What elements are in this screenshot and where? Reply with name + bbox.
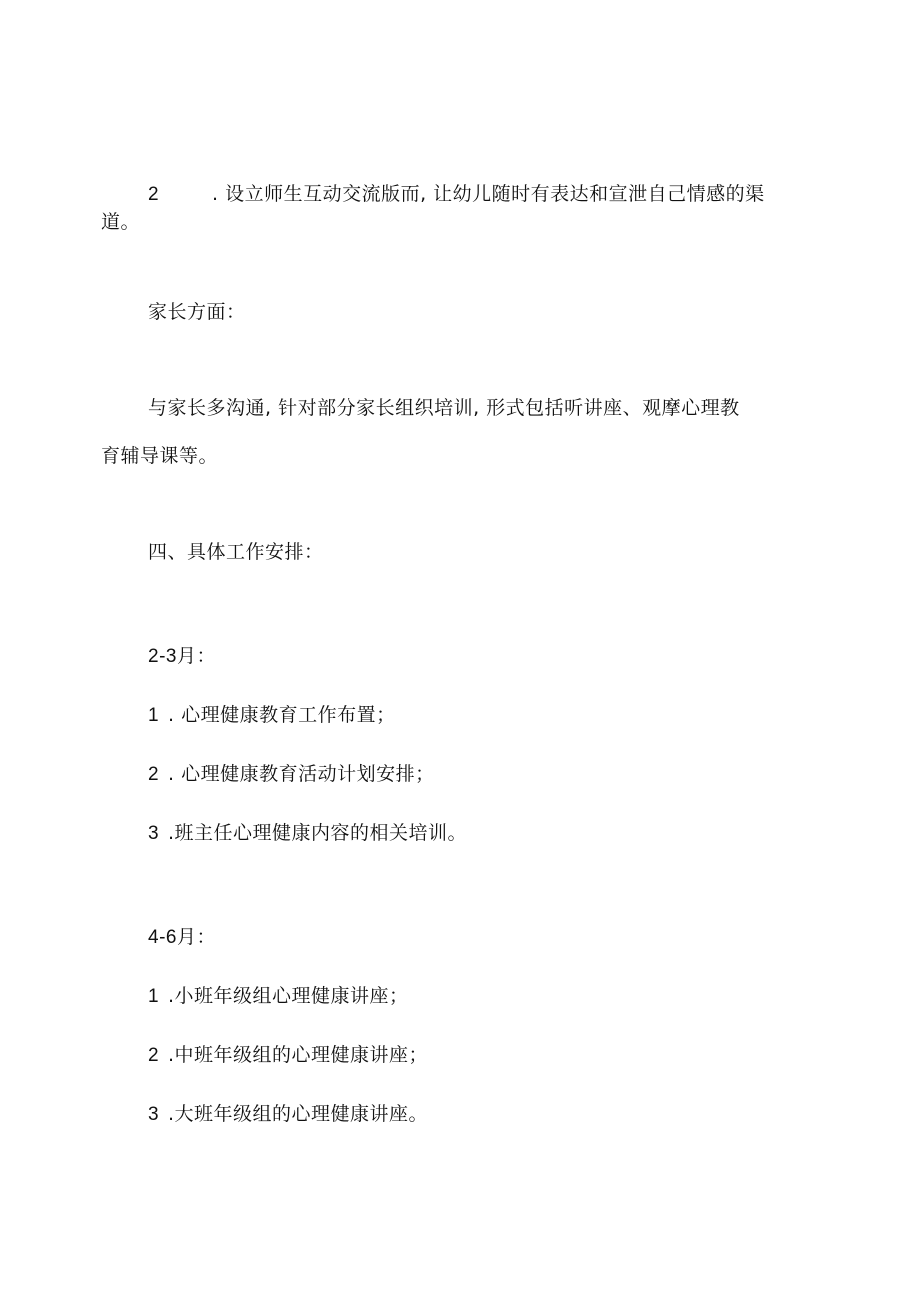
item-number: 2 xyxy=(148,184,160,205)
item-text: . 心理健康教育活动计划安排； xyxy=(168,763,435,785)
list-item xyxy=(148,703,396,728)
item-number: 3 xyxy=(148,823,160,844)
section-heading: 四、具体工作安排： xyxy=(148,541,324,563)
list-item xyxy=(148,821,467,846)
period-suffix: 月： xyxy=(176,926,216,948)
period-range: 2-3 xyxy=(148,646,177,667)
list-item xyxy=(148,1043,428,1068)
list-item xyxy=(148,984,409,1009)
period-suffix: 月： xyxy=(176,645,216,667)
paragraph-text: 道。 xyxy=(101,211,141,233)
item-text: .中班年级组的心理健康讲座； xyxy=(168,1044,429,1066)
list-item xyxy=(148,762,435,787)
list-item xyxy=(148,1102,428,1127)
period-label xyxy=(148,925,216,950)
period-range: 4-6 xyxy=(148,927,177,948)
item-text: . 心理健康教育工作布置； xyxy=(168,704,396,726)
section-heading: 家长方面： xyxy=(148,301,246,323)
item-text: .小班年级组心理健康讲座； xyxy=(168,985,409,1007)
paragraph-line xyxy=(148,182,765,207)
item-text: .班主任心理健康内容的相关培训。 xyxy=(168,822,468,844)
item-number: 3 xyxy=(148,1104,160,1125)
item-number: 2 xyxy=(148,764,160,785)
paragraph-text: 与家长多沟通, 针对部分家长组织培训, 形式包括听讲座、观摩心理教 xyxy=(148,397,740,419)
paragraph-line xyxy=(101,210,140,234)
item-number: 2 xyxy=(148,1045,160,1066)
paragraph-line xyxy=(101,444,218,468)
paragraph-text: . 设立师生互动交流版而, 让幼儿随时有表达和宣泄自己情感的渠 xyxy=(212,183,765,205)
paragraph-line xyxy=(148,396,740,420)
item-text: .大班年级组的心理健康讲座。 xyxy=(168,1103,429,1125)
item-number: 1 xyxy=(148,705,160,726)
period-label xyxy=(148,644,216,669)
paragraph-text: 育辅导课等。 xyxy=(101,445,219,467)
item-number: 1 xyxy=(148,986,160,1007)
